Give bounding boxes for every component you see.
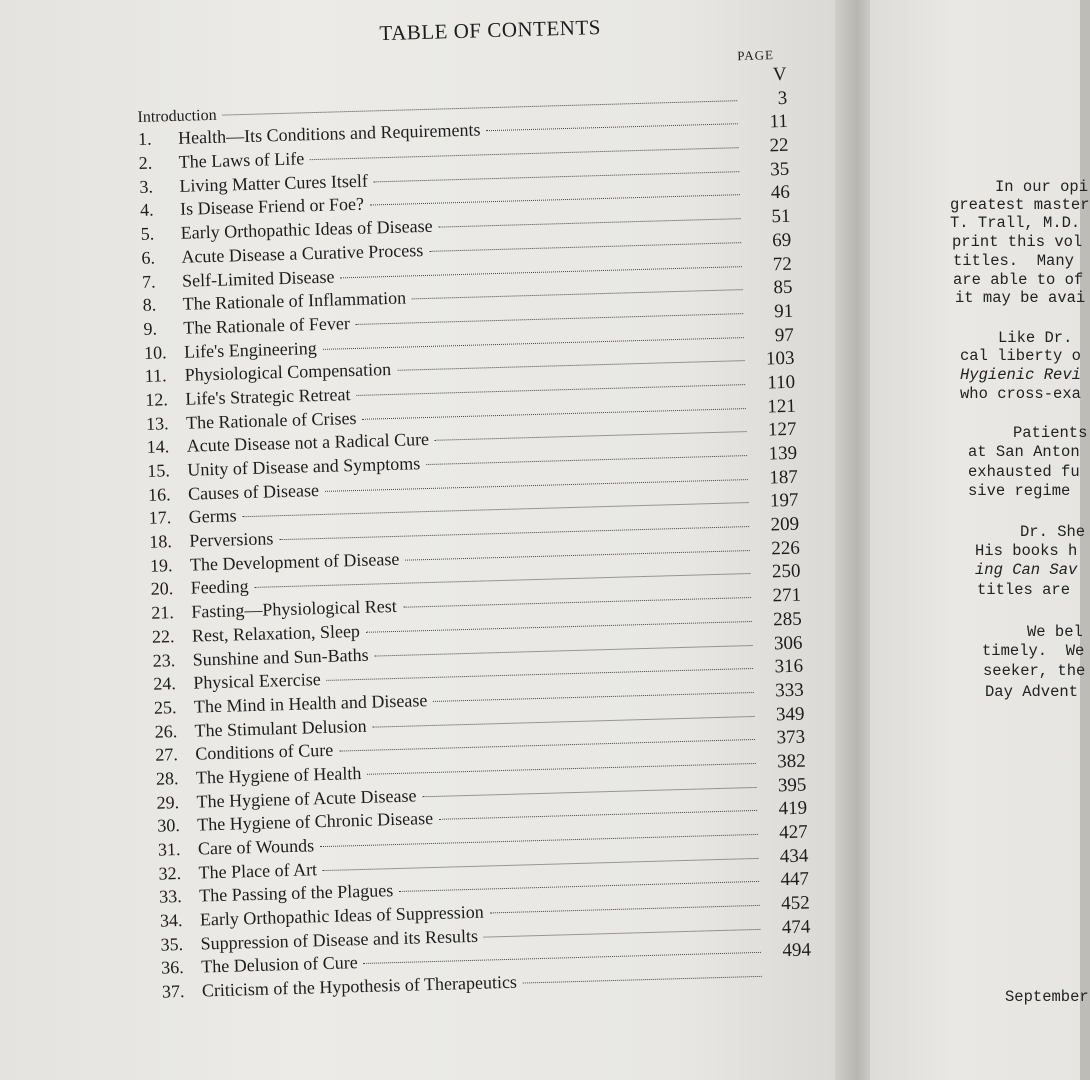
- chapter-number: 13.: [145, 412, 169, 434]
- table-of-contents: [135, 10, 812, 1005]
- leader-dots: [362, 408, 745, 420]
- chapter-number: 28.: [155, 768, 179, 789]
- chapter-title: Living Matter Cures Itself: [179, 170, 369, 196]
- chapter-number: 27.: [155, 744, 179, 765]
- page-number: 349: [775, 703, 805, 725]
- right-line: Hygienic Revi: [960, 366, 1081, 384]
- page-number: [768, 980, 812, 981]
- leader-dots: [279, 526, 749, 540]
- chapter-number: 29.: [156, 791, 180, 813]
- leader-dots: [339, 739, 755, 752]
- page-number: 395: [777, 774, 807, 796]
- page-number: 139: [768, 442, 798, 465]
- page-number: 51: [771, 205, 791, 228]
- page-number: 127: [767, 419, 797, 441]
- chapter-number: 15.: [147, 460, 171, 481]
- page-number: 11: [769, 111, 789, 133]
- chapter-title: Early Orthopathic Ideas of Disease: [180, 215, 433, 243]
- leader-dots: [323, 337, 744, 350]
- page-number: 382: [776, 750, 807, 773]
- chapter-title: The Mind in Health and Disease: [193, 689, 428, 717]
- leader-dots: [435, 431, 746, 441]
- chapter-number: 21.: [151, 602, 175, 623]
- chapter-title: Physiological Compensation: [184, 359, 392, 385]
- toc-title: TABLE OF CONTENTS: [379, 14, 602, 46]
- chapter-title: Suppression of Disease and its Results: [200, 925, 479, 954]
- page-number: 427: [778, 821, 809, 844]
- chapter-number: 20.: [150, 578, 174, 600]
- leader-dots: [323, 858, 758, 871]
- chapter-title: Introduction: [137, 106, 217, 126]
- right-line: sive regime: [968, 482, 1071, 500]
- right-line: Patients: [1013, 424, 1088, 442]
- chapter-title: Sunshine and Sun-Baths: [192, 644, 369, 670]
- page-number: 72: [772, 253, 793, 275]
- right-line: T. Trall, M.D.: [950, 214, 1081, 232]
- leader-dots: [340, 266, 741, 278]
- page-number: 209: [770, 513, 800, 536]
- chapter-number: 23.: [152, 649, 176, 671]
- chapter-number: 16.: [147, 483, 171, 505]
- page-number: 447: [780, 868, 810, 891]
- chapter-number: 37.: [161, 981, 185, 1002]
- chapter-number: 3.: [139, 176, 154, 197]
- chapter-number: 4.: [139, 199, 154, 221]
- leader-dots: [397, 360, 744, 371]
- page-number: 373: [776, 726, 806, 749]
- right-line: print this vol: [952, 233, 1083, 251]
- right-line: We bel: [1027, 623, 1083, 641]
- chapter-title: Life's Strategic Retreat: [185, 384, 351, 409]
- chapter-number: 8.: [142, 294, 157, 316]
- leader-dots: [486, 124, 737, 132]
- right-line: exhausted fu: [968, 463, 1080, 481]
- chapter-title: The Place of Art: [198, 858, 318, 883]
- chapter-title: Life's Engineering: [183, 337, 317, 362]
- leader-dots: [426, 455, 747, 465]
- right-line: are able to of: [953, 271, 1084, 289]
- right-line: cal liberty o: [960, 347, 1081, 365]
- page-number: 121: [767, 395, 797, 418]
- leader-dots: [373, 716, 755, 728]
- chapter-number: 1.: [137, 128, 152, 150]
- chapter-title: The Hygiene of Chronic Disease: [196, 808, 434, 835]
- page-number: 69: [771, 229, 792, 252]
- chapter-title: The Rationale of Fever: [183, 312, 351, 338]
- chapter-number: 18.: [149, 531, 173, 552]
- chapter-number: 35.: [160, 933, 184, 955]
- leader-dots: [370, 195, 740, 206]
- chapter-number: 32.: [158, 862, 182, 884]
- chapter-title: Fasting—Physiological Rest: [191, 596, 398, 622]
- page-number: 306: [773, 632, 803, 654]
- page-number: 226: [770, 537, 801, 560]
- right-line: Dr. She: [1020, 523, 1086, 541]
- chapter-title: Self-Limited Disease: [181, 266, 335, 291]
- leader-dots: [356, 313, 743, 325]
- right-line: who cross-exa: [960, 385, 1081, 403]
- leader-dots: [255, 573, 751, 588]
- chapter-title: Germs: [188, 505, 237, 528]
- leader-dots: [399, 881, 759, 892]
- right-line: greatest master: [950, 196, 1090, 214]
- page-number: 316: [774, 655, 804, 678]
- chapter-number: 36.: [160, 957, 185, 979]
- chapter-number: 34.: [159, 910, 183, 931]
- right-line: Like Dr.: [998, 329, 1073, 347]
- page-number: 85: [773, 276, 793, 299]
- page-number: 35: [769, 158, 790, 181]
- leader-dots: [412, 289, 742, 299]
- chapter-title: Criticism of the Hypothesis of Therapeutics: [201, 971, 518, 1001]
- chapter-number: 33.: [158, 886, 183, 908]
- chapter-title: The Rationale of Inflammation: [182, 287, 407, 314]
- right-line: at San Anton: [968, 443, 1080, 461]
- chapter-title: The Hygiene of Acute Disease: [196, 785, 417, 812]
- page-number: 3: [777, 87, 788, 109]
- chapter-title: Acute Disease not a Radical Cure: [186, 429, 430, 457]
- chapter-number: 6.: [141, 247, 156, 268]
- leader-dots: [366, 621, 752, 633]
- page-number: 46: [770, 182, 791, 204]
- page-number: 103: [765, 347, 795, 370]
- right-line: His books h: [975, 542, 1078, 560]
- page-number: V: [772, 63, 787, 86]
- leader-dots: [374, 171, 739, 182]
- page-number: 250: [771, 561, 801, 583]
- chapter-title: Is Disease Friend or Foe?: [179, 194, 365, 220]
- right-line: ing Can Sav: [975, 561, 1078, 579]
- leader-dots: [439, 810, 757, 820]
- toc-list: [136, 63, 812, 1005]
- page-number: 452: [780, 892, 810, 915]
- chapter-number: 9.: [143, 318, 158, 339]
- chapter-title: The Stimulant Delusion: [194, 715, 367, 741]
- chapter-title: Perversions: [189, 528, 274, 551]
- page-number: 197: [769, 490, 799, 512]
- chapter-number: 11.: [144, 365, 167, 387]
- chapter-title: Physical Exercise: [193, 669, 322, 693]
- chapter-number: 17.: [148, 507, 172, 529]
- chapter-title: Unity of Disease and Symptoms: [187, 453, 421, 480]
- chapter-title: Health—Its Conditions and Requirements: [177, 119, 481, 149]
- leader-dots: [405, 550, 749, 561]
- chapter-number: [137, 97, 177, 98]
- page-number: 474: [781, 916, 811, 939]
- page-number: 271: [772, 584, 802, 607]
- page-number: 22: [769, 134, 789, 157]
- leader-dots: [375, 645, 753, 657]
- right-line: In our opi: [995, 178, 1089, 196]
- right-line: it may be avai: [955, 289, 1086, 307]
- chapter-number: 2.: [138, 152, 153, 174]
- right-line: titles are: [977, 581, 1071, 599]
- chapter-number: 7.: [141, 271, 156, 292]
- chapter-number: 26.: [154, 720, 178, 742]
- chapter-number: 25.: [153, 696, 177, 718]
- leader-dots: [422, 787, 756, 797]
- right-line: titles. Many: [953, 252, 1074, 270]
- leader-dots: [523, 976, 762, 984]
- right-line: September: [1005, 988, 1089, 1006]
- chapter-title: Acute Disease a Curative Process: [181, 239, 424, 267]
- chapter-title: Rest, Relaxation, Sleep: [191, 620, 361, 646]
- leader-dots: [310, 147, 738, 160]
- chapter-title: Conditions of Cure: [195, 740, 334, 764]
- leader-dots: [320, 834, 758, 847]
- page-column-header: PAGE: [737, 47, 775, 64]
- page-number: 419: [778, 797, 808, 820]
- chapter-number: 19.: [149, 554, 173, 576]
- page-number: 91: [773, 300, 794, 323]
- right-page: [870, 0, 1090, 1080]
- page-number: 285: [772, 608, 803, 631]
- leader-dots: [403, 597, 751, 608]
- page-number: 434: [779, 845, 809, 868]
- page-number: 333: [774, 679, 805, 702]
- leader-dots: [490, 905, 760, 914]
- chapter-number: 22.: [151, 625, 175, 647]
- page-number: 187: [769, 466, 799, 489]
- chapter-title: The Laws of Life: [178, 148, 305, 172]
- chapter-title: Feeding: [190, 576, 249, 599]
- chapter-number: 24.: [153, 673, 177, 694]
- chapter-number: 30.: [157, 815, 181, 836]
- chapter-number: 12.: [145, 389, 169, 410]
- book-gutter: [835, 0, 875, 1080]
- chapter-number: 10.: [143, 341, 167, 363]
- chapter-number: 14.: [146, 436, 170, 458]
- leader-dots: [364, 952, 761, 964]
- leader-dots: [325, 479, 748, 492]
- chapter-title: Causes of Disease: [187, 479, 320, 504]
- chapter-title: The Passing of the Plagues: [198, 880, 394, 906]
- leader-dots: [357, 384, 746, 396]
- leader-dots: [439, 218, 741, 227]
- chapter-title: Care of Wounds: [197, 835, 315, 859]
- right-line: timely. We: [982, 642, 1085, 660]
- page-number: 97: [774, 324, 795, 346]
- leader-dots: [429, 242, 741, 252]
- page-number: 494: [782, 939, 812, 962]
- right-line: Day Advent: [985, 683, 1079, 701]
- leader-dots: [484, 929, 760, 938]
- chapter-number: 5.: [140, 223, 155, 245]
- right-line: seeker, the: [983, 662, 1086, 680]
- chapter-title: Early Orthopathic Ideas of Suppression: [199, 901, 485, 930]
- chapter-title: The Hygiene of Health: [195, 762, 362, 788]
- page-number: 110: [767, 371, 796, 394]
- chapter-number: 31.: [157, 839, 181, 860]
- leader-dots: [327, 668, 753, 681]
- chapter-title: The Delusion of Cure: [200, 952, 358, 977]
- leader-dots: [433, 692, 753, 702]
- leader-dots: [367, 763, 755, 775]
- chapter-title: The Development of Disease: [189, 548, 400, 575]
- chapter-title: The Rationale of Crises: [185, 407, 357, 433]
